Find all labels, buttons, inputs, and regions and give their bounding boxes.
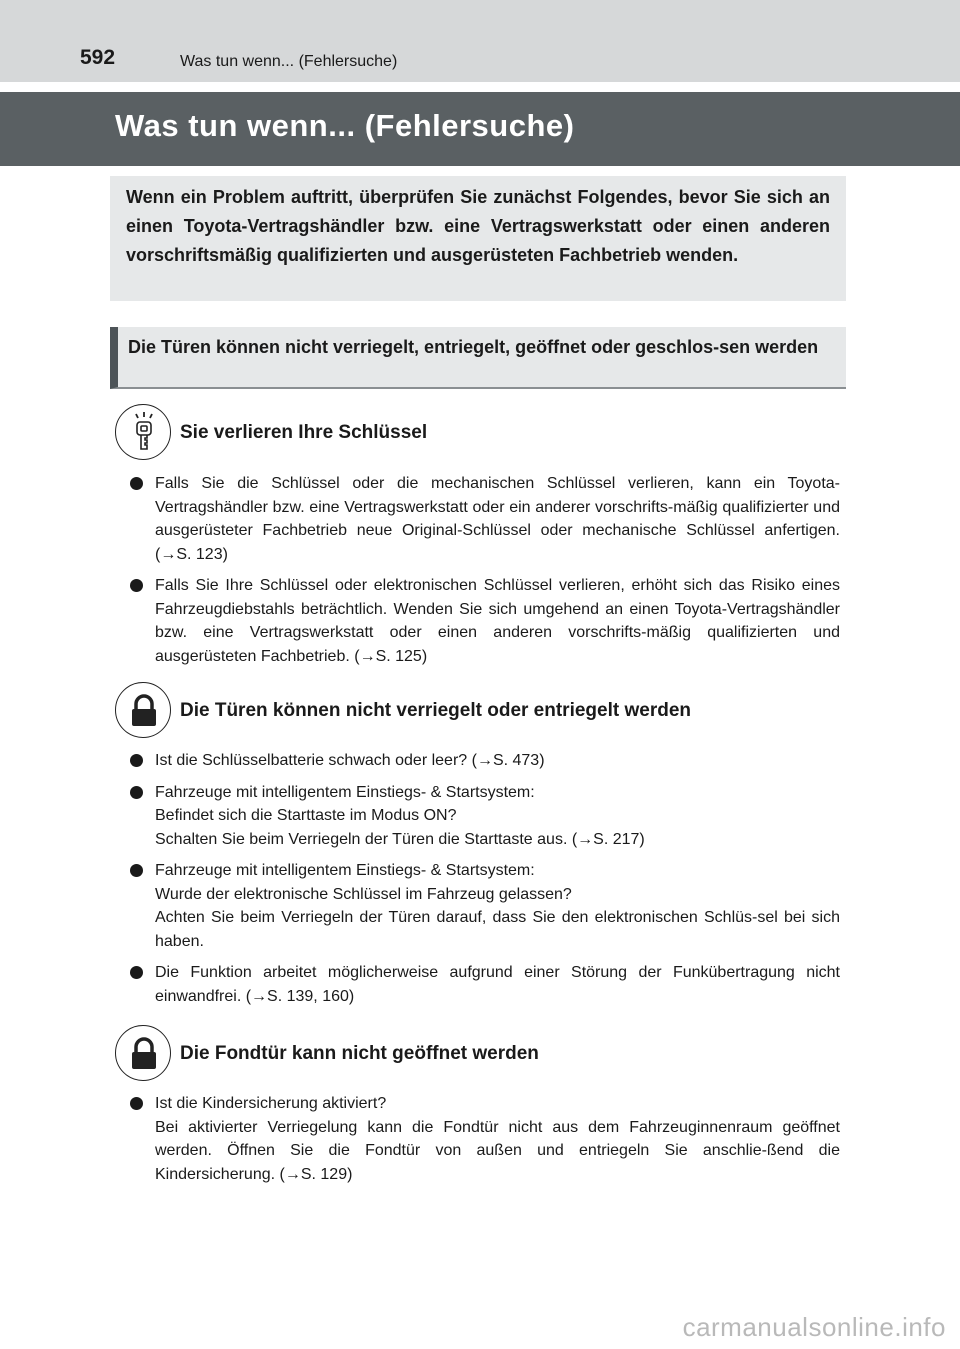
- list-item: Falls Sie die Schlüssel oder die mechanischen Schlüssel verlieren, kann ein Toyota-Vertragshändler bzw. eine Vertragswerkstatt oder ein anderer vorschrifts-mäßig qualifizierter und ausgerüsteter Fachbetrieb neue Original-Schlüssel oder mechanische Schlüssel anfertigen. (→S. 123): [130, 472, 840, 566]
- section-heading-box: [110, 327, 846, 389]
- subsection-lost-keys: [115, 404, 845, 460]
- padlock-icon: [115, 682, 171, 738]
- subsection-doors-lock: [115, 682, 845, 738]
- intro-box: [110, 176, 846, 301]
- list-item: Fahrzeuge mit intelligentem Einstiegs- & Startsystem: Wurde der elektronische Schlüssel im Fahrzeug gelassen? Achten Sie beim Verriegeln der Türen darauf, dass Sie den elektronischen Schlüs-sel bei sich haben.: [130, 859, 840, 953]
- bullet-list-doors-lock: [130, 749, 840, 1016]
- running-title: Was tun wenn... (Fehlersuche): [180, 53, 398, 70]
- padlock-icon: [115, 1025, 171, 1081]
- subsection-title: Die Fondtür kann nicht geöffnet werden: [180, 1043, 539, 1064]
- subsection-rear-door: [115, 1025, 845, 1081]
- list-item: Die Funktion arbeitet möglicherweise aufgrund einer Störung der Funkübertragung nicht einwandfrei. (→S. 139, 160): [130, 961, 840, 1008]
- list-item: Ist die Schlüsselbatterie schwach oder leer? (→S. 473): [130, 749, 840, 773]
- intro-text: Wenn ein Problem auftritt, überprüfen Sie zunächst Folgendes, bevor Sie sich an einen Toyota-Vertragshändler bzw. eine Vertragswerkstatt oder einen anderen vorschriftsmäßig qualifizierten und ausgerüsteten Fachbetrieb wenden.: [126, 187, 830, 265]
- header-bar: [0, 0, 960, 82]
- list-item: Ist die Kindersicherung aktiviert? Bei aktivierter Verriegelung kann die Fondtür nicht aus dem Fahrzeuginnenraum geöffnet werden. Öffnen Sie die Fondtür von außen und entriegeln Sie anschlie-ßend die Kindersicherung. (→S. 129): [130, 1092, 840, 1186]
- bullet-list-lost-keys: [130, 472, 840, 676]
- page-title: Was tun wenn... (Fehlersuche): [115, 108, 575, 143]
- bullet-list-rear-door: [130, 1092, 840, 1194]
- subsection-title: Sie verlieren Ihre Schlüssel: [180, 422, 428, 443]
- key-icon: [115, 404, 171, 460]
- page-number: 592: [80, 46, 116, 69]
- list-item: Falls Sie Ihre Schlüssel oder elektronischen Schlüssel verlieren, erhöht sich das Risiko eines Fahrzeugdiebstahls beträchtlich. Wenden Sie sich umgehend an einen Toyota-Vertragshändler bzw. eine Vertragswerkstatt oder einen anderen vorschrifts-mäßig qualifizierten und ausgerüsteten Fachbetrieb. (→S. 125): [130, 574, 840, 668]
- watermark: carmanualsonline.info: [682, 1312, 946, 1342]
- list-item: Fahrzeuge mit intelligentem Einstiegs- & Startsystem: Befindet sich die Starttaste im Modus ON? Schalten Sie beim Verriegeln der Türen die Starttaste aus. (→S. 217): [130, 781, 840, 852]
- subsection-title: Die Türen können nicht verriegelt oder entriegelt werden: [180, 700, 691, 721]
- title-band: [0, 92, 960, 166]
- section-heading: Die Türen können nicht verriegelt, entriegelt, geöffnet oder geschlos-sen werden: [128, 337, 819, 357]
